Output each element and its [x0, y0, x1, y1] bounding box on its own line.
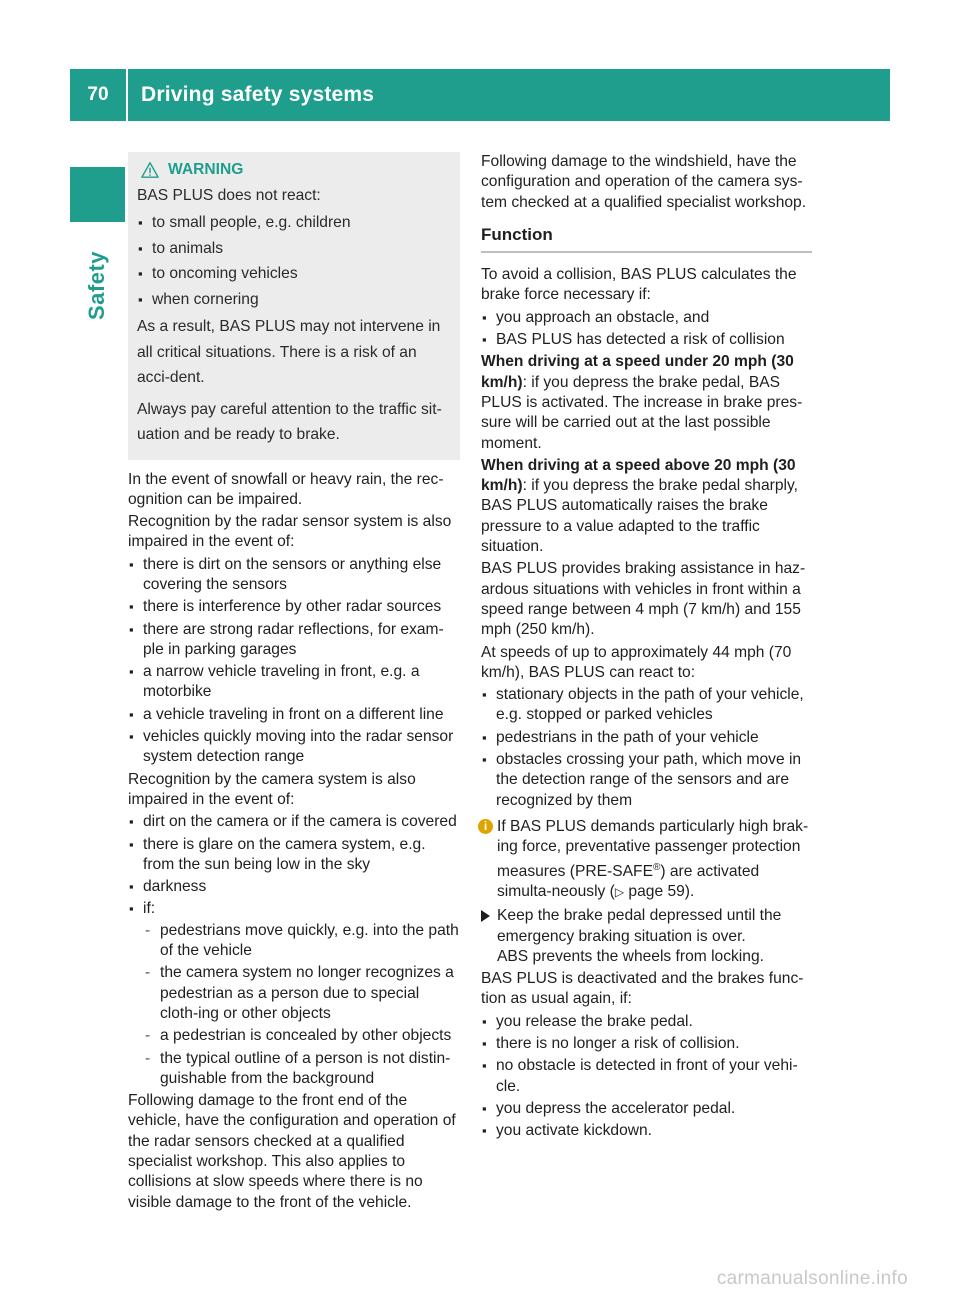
sublist-item: - the typical outline of a person is not distin-guishable from the background [143, 1049, 460, 1090]
list-item [128, 899, 460, 1089]
info-text: ) are activated simulta-neously ( [497, 862, 760, 900]
list-item: ▪ you depress the accelerator pedal. [481, 1099, 812, 1119]
list-item: ▪ dirt on the camera or if the camera is covered [128, 812, 460, 832]
section-marker [70, 167, 125, 222]
list-item: ▪ to animals [137, 236, 452, 262]
deactivation-list [481, 1012, 812, 1142]
paragraph: BAS PLUS is deactivated and the brakes func-tion as usual again, if: [481, 970, 804, 1008]
avoid-list [481, 308, 812, 351]
list-item: ▪ when cornering [137, 287, 452, 313]
right-column [481, 152, 812, 1144]
section-title-function: Function [481, 215, 812, 253]
paragraph-text: : if you depress the brake pedal sharply, BAS PLUS automatically raises the brake pressure to a value adapted to the traffic situation. [481, 477, 798, 556]
header-divider [126, 69, 128, 121]
list-item: ▪ you approach an obstacle, and [481, 308, 812, 328]
section-label: Safety [84, 250, 109, 320]
page-ref-link[interactable]: page 59). [624, 882, 695, 900]
list-item: ▪ pedestrians in the path of your vehicle [481, 728, 812, 748]
list-item: ▪ stationary objects in the path of your vehicle, e.g. stopped or parked vehicles [481, 685, 812, 726]
react-list [481, 685, 812, 811]
sublist-item: - the camera system no longer recognizes a pedestrian as a person due to special cloth-ing or other objects [143, 963, 460, 1024]
list-item: ▪ you activate kickdown. [481, 1121, 812, 1141]
left-column [128, 152, 460, 1215]
sublist-item: - a pedestrian is concealed by other objects [143, 1026, 460, 1046]
info-icon: i [478, 819, 493, 834]
paragraph: Following damage to the front end of the vehicle, have the configuration and operation of the radar sensors checked at a qualified specialist workshop. This also applies to collisions at slow speeds where there is no visible damage to the front of the vehicle. [128, 1092, 456, 1211]
registered-mark: ® [652, 861, 661, 873]
warning-paragraph: As a result, BAS PLUS may not intervene in all critical situations. There is a risk of an acci-dent. [137, 318, 441, 386]
list-item: ▪ there is no longer a risk of collision. [481, 1034, 812, 1054]
paragraph [481, 456, 812, 557]
list-item: ▪ a vehicle traveling in front on a different line [128, 705, 460, 725]
list-item: ▪ there is interference by other radar sources [128, 597, 460, 617]
sublist-item: - pedestrians move quickly, e.g. into the path of the vehicle [143, 921, 460, 962]
watermark: carmanualsonline.info [716, 1268, 908, 1289]
paragraph: Recognition by the radar sensor system is also impaired in the event of: [128, 513, 452, 551]
list-item: ▪ there are strong radar reflections, for exam-ple in parking garages [128, 620, 460, 661]
paragraph: Following damage to the windshield, have the configuration and operation of the camera sys-tem checked at a qualified specialist workshop. [481, 153, 807, 211]
step-result: ABS prevents the wheels from locking. [497, 947, 764, 965]
list-item: ▪ obstacles crossing your path, which move in the detection range of the sensors and are recognized by them [481, 750, 812, 811]
paragraph-text: : if you depress the brake pedal, BAS PLUS is activated. The increase in brake pres-sure will be carried out at the last possible moment. [481, 373, 803, 452]
bold-lead: When driving at a speed under 20 mph (30 km/h) [481, 353, 794, 391]
warning-list [137, 210, 452, 312]
list-item: ▪ BAS PLUS has detected a risk of collision [481, 330, 812, 350]
list-item: ▪ there is glare on the camera system, e.g. from the sun being low in the sky [128, 835, 460, 876]
instruction-step [481, 906, 812, 967]
paragraph: BAS PLUS provides braking assistance in haz-ardous situations with vehicles in front within a speed range between 4 mph (7 km/h) and 155 mph (250 km/h). [481, 560, 806, 639]
step-text: Keep the brake pedal depressed until the emergency braking situation is over. [497, 907, 782, 945]
info-text: If BAS PLUS demands particularly high brak-ing force, preventative passenger protection measures (PRE-SAFE [497, 817, 809, 880]
warning-paragraph: Always pay careful attention to the traffic sit-uation and be ready to brake. [137, 400, 442, 443]
paragraph: At speeds of up to approximately 44 mph (70 km/h), BAS PLUS can react to: [481, 643, 792, 681]
list-item: ▪ a narrow vehicle traveling in front, e.g. a motorbike [128, 662, 460, 703]
warning-triangle-icon [141, 161, 159, 179]
paragraph [481, 352, 812, 453]
warning-heading [141, 157, 452, 183]
warning-intro: BAS PLUS does not react: [137, 186, 321, 204]
list-item: ▪ to oncoming vehicles [137, 261, 452, 287]
list-item: ▪ vehicles quickly moving into the radar sensor system detection range [128, 727, 460, 768]
paragraph: To avoid a collision, BAS PLUS calculates the brake force necessary if: [481, 266, 797, 304]
list-item: ▪ to small people, e.g. children [137, 210, 452, 236]
paragraph: Recognition by the camera system is also impaired in the event of: [128, 770, 416, 808]
warning-box [128, 152, 460, 460]
list-item-label: if: [143, 900, 156, 918]
page-header [70, 69, 890, 121]
radar-list [128, 555, 460, 768]
page-ref-arrow-icon: ▷ [614, 884, 625, 899]
if-sublist [143, 921, 460, 1089]
list-item: ▪ there is dirt on the sensors or anything else covering the sensors [128, 555, 460, 596]
camera-list [128, 812, 460, 1089]
warning-title: WARNING [168, 161, 244, 178]
page-number: 70 [87, 84, 109, 105]
paragraph: In the event of snowfall or heavy rain, the rec-ognition can be impaired. [128, 470, 444, 508]
list-item: ▪ no obstacle is detected in front of your vehi-cle. [481, 1056, 812, 1097]
chapter-title: Driving safety systems [141, 83, 375, 106]
list-item: ▪ darkness [128, 877, 460, 897]
step-arrow-icon [481, 910, 490, 922]
list-item: ▪ you release the brake pedal. [481, 1012, 812, 1032]
info-note [481, 817, 812, 902]
bold-lead: When driving at a speed above 20 mph (30 km/h) [481, 456, 796, 495]
